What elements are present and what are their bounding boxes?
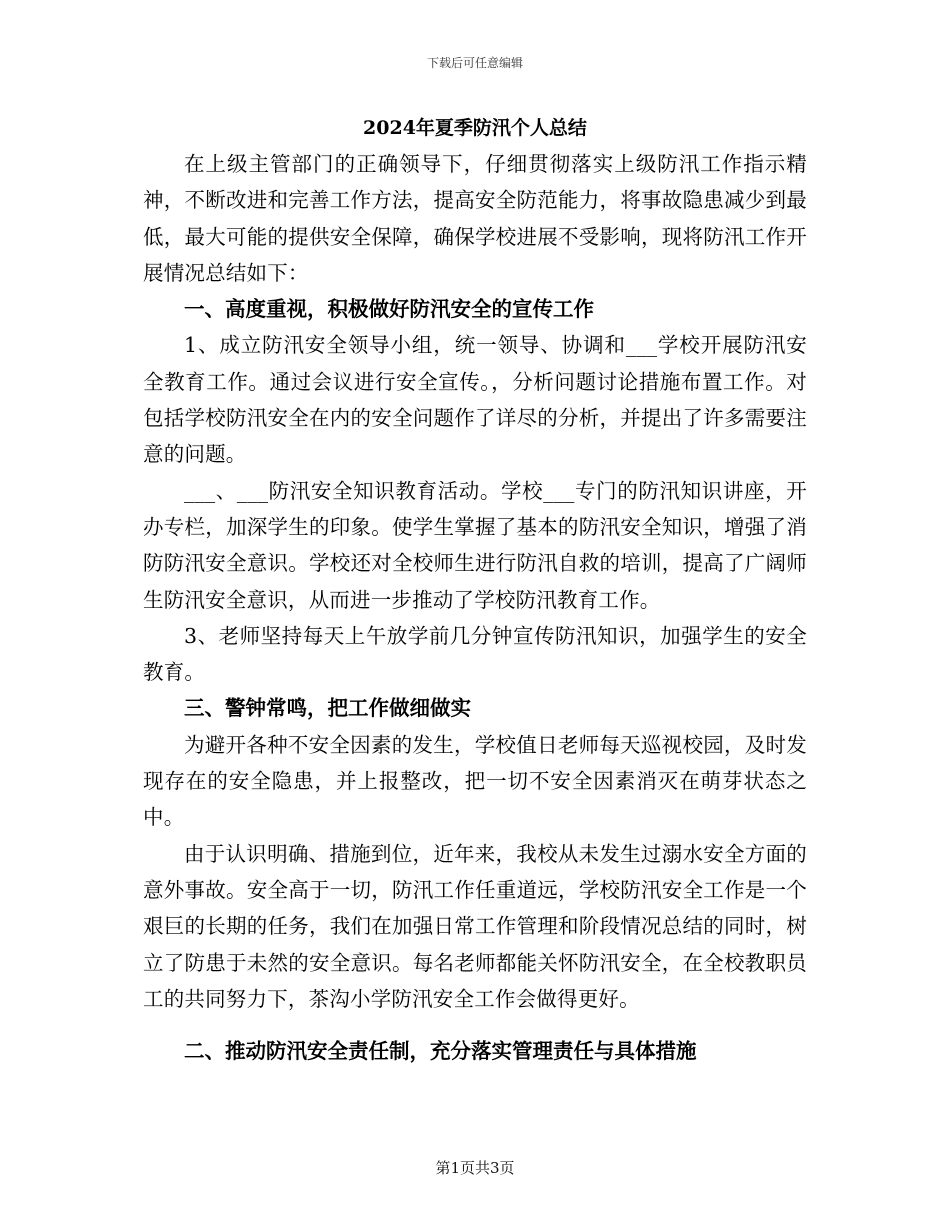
document-body <box>143 110 807 1069</box>
section-heading-3: 三、警钟常鸣，把工作做细做实 <box>184 696 471 721</box>
section1-paragraph-3: 3、老师坚持每天上午放学前几分钟宣传防汛知识，加强学生的安全教育。 <box>143 623 807 685</box>
intro-paragraph: 在上级主管部门的正确领导下，仔细贯彻落实上级防汛工作指示精神，不断改进和完善工作方法，提高安全防范能力，将事故隐患减少到最低，最大可能的提供安全保障，确保学校进展不受影响，现将防汛工作开展情况总结如下： <box>143 152 807 285</box>
document-title: 2024年夏季防汛个人总结 <box>363 117 587 139</box>
section3-paragraph-2: 由于认识明确、措施到位，近年来，我校从未发生过溺水安全方面的意外事故。安全高于一切，防汛工作任重道远，学校防汛安全工作是一个艰巨的长期的任务，我们在加强日常工作管理和阶段情况总结的同时，树立了防患于未然的安全意识。每名老师都能关怀防汛安全，在全校教职员工的共同努力下，茶沟小学防汛安全工作会做得更好。 <box>143 841 807 1011</box>
section1-paragraph-1: 1、成立防汛安全领导小组，统一领导、协调和___学校开展防汛安全教育工作。通过会议进行安全宣传。，分析问题讨论措施布置工作。对包括学校防汛安全在内的安全问题作了详尽的分析，并提出了许多需要注意的问题。 <box>143 333 807 467</box>
section1-paragraph-2: ___、___防汛安全知识教育活动。学校___专门的防汛知识讲座，开办专栏，加深学生的印象。使学生掌握了基本的防汛安全知识，增强了消防防汛安全意识。学校还对全校师生进行防汛自救的培训，提高了广阔师生防汛安全意识，从而进一步推动了学校防汛教育工作。 <box>143 478 807 612</box>
section-heading-1: 一、高度重视，积极做好防汛安全的宣传工作 <box>184 297 594 322</box>
section3-paragraph-1: 为避开各种不安全因素的发生，学校值日老师每天巡视校园，及时发现存在的安全隐患，并上报整改，把一切不安全因素消灭在萌芽状态之中。 <box>143 732 807 830</box>
section-heading-2: 二、推动防汛安全责任制，充分落实管理责任与具体措施 <box>184 1039 697 1064</box>
page-number: 第1页共3页 <box>435 1159 515 1177</box>
header-note: 下载后可任意编辑 <box>426 56 523 70</box>
